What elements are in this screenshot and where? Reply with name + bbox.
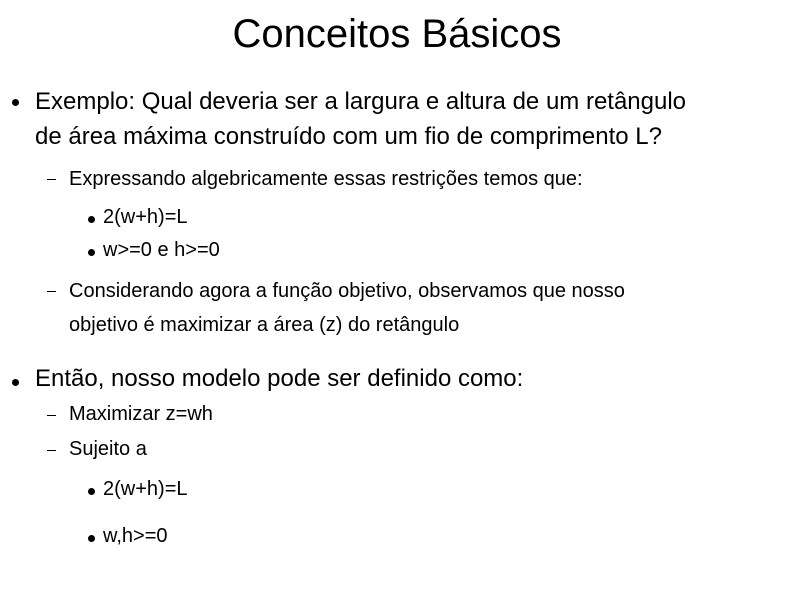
bullet-dot-icon — [88, 249, 95, 256]
considering-text-line-1: Considerando agora a função objetivo, observamos que nosso — [69, 280, 625, 302]
bullet-dot-icon — [12, 99, 19, 106]
slide-title: Conceitos Básicos — [232, 12, 562, 56]
bullet-dot-icon — [88, 535, 95, 542]
example-text-line-2: de área máxima construído com um fio de comprimento L? — [35, 123, 662, 150]
bullet-dash-icon — [47, 179, 56, 180]
maximize-text: Maximizar z=wh — [69, 403, 213, 425]
model-intro-text: Então, nosso modelo pode ser definido como: — [35, 365, 524, 392]
constraint-1: 2(w+h)=L — [103, 206, 188, 228]
constraint-2: w>=0 e h>=0 — [103, 239, 220, 261]
considering-text-line-2: objetivo é maximizar a área (z) do retângulo — [69, 314, 460, 336]
example-text-line-1: Exemplo: Qual deveria ser a largura e altura de um retângulo — [35, 88, 687, 115]
model-constraint-2: w,h>=0 — [103, 525, 168, 547]
bullet-dash-icon — [47, 450, 56, 451]
bullet-dash-icon — [47, 415, 56, 416]
bullet-dot-icon — [12, 379, 19, 386]
expressing-text: Expressando algebricamente essas restrições temos que: — [69, 168, 583, 190]
model-constraint-1: 2(w+h)=L — [103, 478, 188, 500]
bullet-dot-icon — [88, 216, 95, 223]
bullet-dash-icon — [47, 291, 56, 292]
subject-to-text: Sujeito a — [69, 438, 147, 460]
bullet-dot-icon — [88, 488, 95, 495]
